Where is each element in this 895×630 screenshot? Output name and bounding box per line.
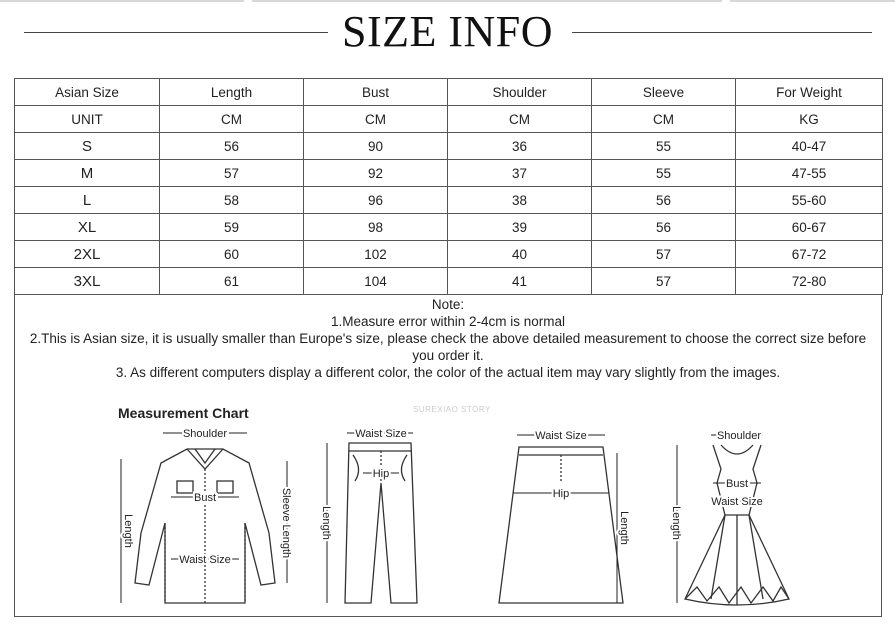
size-cell: XL (15, 214, 160, 241)
dress-length-label: Length (670, 506, 682, 540)
table-cell: 40-47 (736, 133, 883, 160)
shirt-waist-label: Waist Size (179, 554, 231, 566)
table-cell: 57 (160, 160, 304, 187)
table-cell: 39 (448, 214, 592, 241)
table-cell: 92 (304, 160, 448, 187)
skirt-hip-label: Hip (552, 488, 570, 500)
size-cell: S (15, 133, 160, 160)
size-table (14, 78, 883, 295)
header-cell: Length (160, 79, 304, 106)
table-cell: 47-55 (736, 160, 883, 187)
dress-bust-label: Bust (725, 478, 749, 490)
note-line-2: 2.This is Asian size, it is usually smaller than Europe's size, please check the above detailed measurement to choose the correct size before you order it. (29, 331, 867, 363)
shirt-shoulder-label: Shoulder (182, 428, 228, 440)
header-cell: Shoulder (448, 79, 592, 106)
table-cell: 37 (448, 160, 592, 187)
table-cell: 57 (592, 268, 736, 295)
table-cell: 56 (592, 187, 736, 214)
size-cell: 3XL (15, 268, 160, 295)
table-row (15, 133, 883, 160)
size-cell: L (15, 187, 160, 214)
shirt-length-label: Length (122, 514, 134, 548)
unit-cell: CM (304, 106, 448, 133)
notes-panel (14, 295, 882, 617)
table-cell: 40 (448, 241, 592, 268)
table-cell: 38 (448, 187, 592, 214)
skirt-illustration (495, 423, 635, 613)
page-title: SIZE INFO (0, 6, 895, 57)
note-heading: Note: (431, 297, 465, 312)
table-cell: 60 (160, 241, 304, 268)
size-cell: M (15, 160, 160, 187)
header-cell: Asian Size (15, 79, 160, 106)
header-cell: For Weight (736, 79, 883, 106)
watermark: SUREXIAO STORY (413, 405, 491, 414)
table-cell: 56 (592, 214, 736, 241)
pants-illustration (315, 423, 425, 613)
unit-cell: KG (736, 106, 883, 133)
table-row (15, 268, 883, 295)
table-row (15, 214, 883, 241)
dress-illustration (667, 423, 807, 613)
unit-cell: CM (160, 106, 304, 133)
table-cell: 55 (592, 160, 736, 187)
table-cell: 98 (304, 214, 448, 241)
note-line-1: 1.Measure error within 2-4cm is normal (330, 314, 566, 329)
header-cell: Sleeve (592, 79, 736, 106)
header-cell: Bust (304, 79, 448, 106)
shirt-bust-label: Bust (193, 492, 217, 504)
table-cell: 61 (160, 268, 304, 295)
shirt-illustration (115, 423, 295, 613)
table-row (15, 160, 883, 187)
table-row (15, 241, 883, 268)
pants-hip-label: Hip (372, 468, 390, 480)
table-unit-row (15, 106, 883, 133)
table-cell: 55-60 (736, 187, 883, 214)
unit-cell: UNIT (15, 106, 160, 133)
table-row (15, 187, 883, 214)
size-cell: 2XL (15, 241, 160, 268)
shirt-sleeve-label: Sleeve Length (280, 487, 292, 559)
table-cell: 57 (592, 241, 736, 268)
top-border-segment (730, 0, 895, 2)
note-line-3: 3. As different computers display a different color, the color of the actual item may vary slightly from the images. (115, 365, 781, 380)
table-cell: 60-67 (736, 214, 883, 241)
dress-waist-label: Waist Size (711, 496, 763, 508)
notes-text (15, 295, 881, 381)
table-cell: 90 (304, 133, 448, 160)
table-cell: 72-80 (736, 268, 883, 295)
table-cell: 58 (160, 187, 304, 214)
table-cell: 67-72 (736, 241, 883, 268)
top-border-segment (252, 0, 722, 2)
table-cell: 59 (160, 214, 304, 241)
skirt-waist-label: Waist Size (535, 430, 587, 442)
skirt-length-label: Length (618, 511, 630, 545)
table-cell: 55 (592, 133, 736, 160)
pants-length-label: Length (320, 506, 332, 540)
unit-cell: CM (448, 106, 592, 133)
top-border-segment (0, 0, 244, 2)
pants-waist-label: Waist Size (355, 428, 407, 440)
table-cell: 102 (304, 241, 448, 268)
measurement-chart-title: Measurement Chart (118, 405, 249, 421)
table-cell: 96 (304, 187, 448, 214)
table-cell: 36 (448, 133, 592, 160)
table-cell: 104 (304, 268, 448, 295)
table-header-row (15, 79, 883, 106)
unit-cell: CM (592, 106, 736, 133)
table-cell: 41 (448, 268, 592, 295)
dress-shoulder-label: Shoulder (716, 430, 762, 442)
title-banner (0, 4, 895, 60)
table-cell: 56 (160, 133, 304, 160)
